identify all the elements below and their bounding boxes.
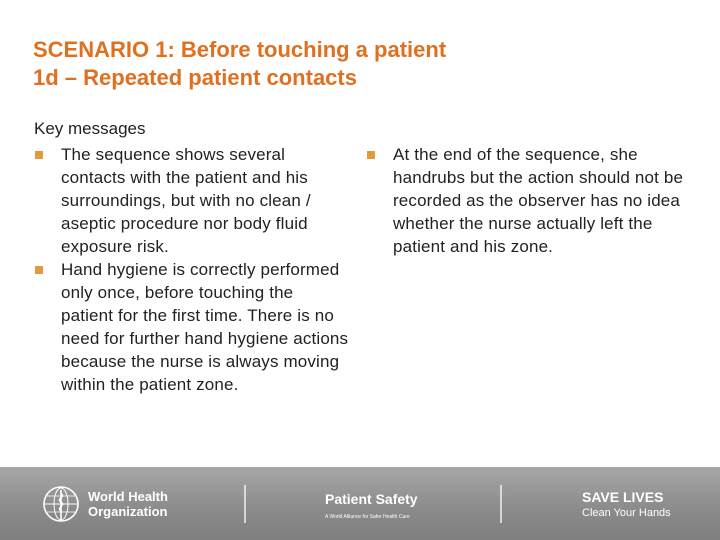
bullet-text: Hand hygiene is correctly performed only once, before touching the patient for the first time. There is no need for further hand hygiene actions because the nurse is always moving within the patient zone.	[61, 260, 349, 394]
who-name-line-2: Organization	[88, 504, 168, 519]
bullet-item	[34, 143, 349, 258]
footer-divider	[244, 485, 246, 523]
square-bullet-icon	[35, 151, 43, 159]
footer-bar	[0, 467, 720, 540]
title-line-2: 1d – Repeated patient contacts	[33, 65, 357, 90]
slide-title	[33, 36, 693, 92]
who-wordmark	[88, 489, 168, 519]
save-lives-title: SAVE LIVES	[582, 489, 664, 505]
left-column	[34, 143, 349, 396]
bullet-item	[34, 258, 349, 396]
clean-hands-subtitle: Clean Your Hands	[582, 507, 671, 519]
square-bullet-icon	[367, 151, 375, 159]
bullet-item	[366, 143, 696, 258]
bullet-text: The sequence shows several contacts with the patient and his surroundings, but with no clean / aseptic procedure nor body fluid exposure risk.	[61, 145, 311, 256]
right-column	[366, 143, 696, 258]
save-lives-block	[582, 489, 671, 520]
who-name-line-1: World Health	[88, 489, 168, 504]
slide-content	[34, 117, 694, 437]
patient-safety-subtitle: A World Alliance for Safer Health Care	[325, 514, 410, 520]
bullet-text: At the end of the sequence, she handrubs but the action should not be recorded as the observer has no idea whether the nurse actually left the patient and his zone.	[393, 145, 684, 256]
who-emblem-icon	[41, 484, 81, 524]
title-line-1: SCENARIO 1: Before touching a patient	[33, 37, 447, 62]
square-bullet-icon	[35, 266, 43, 274]
key-messages-heading: Key messages	[34, 119, 146, 138]
patient-safety-block	[325, 491, 418, 521]
footer-divider	[500, 485, 502, 523]
patient-safety-title: Patient Safety	[325, 491, 418, 507]
